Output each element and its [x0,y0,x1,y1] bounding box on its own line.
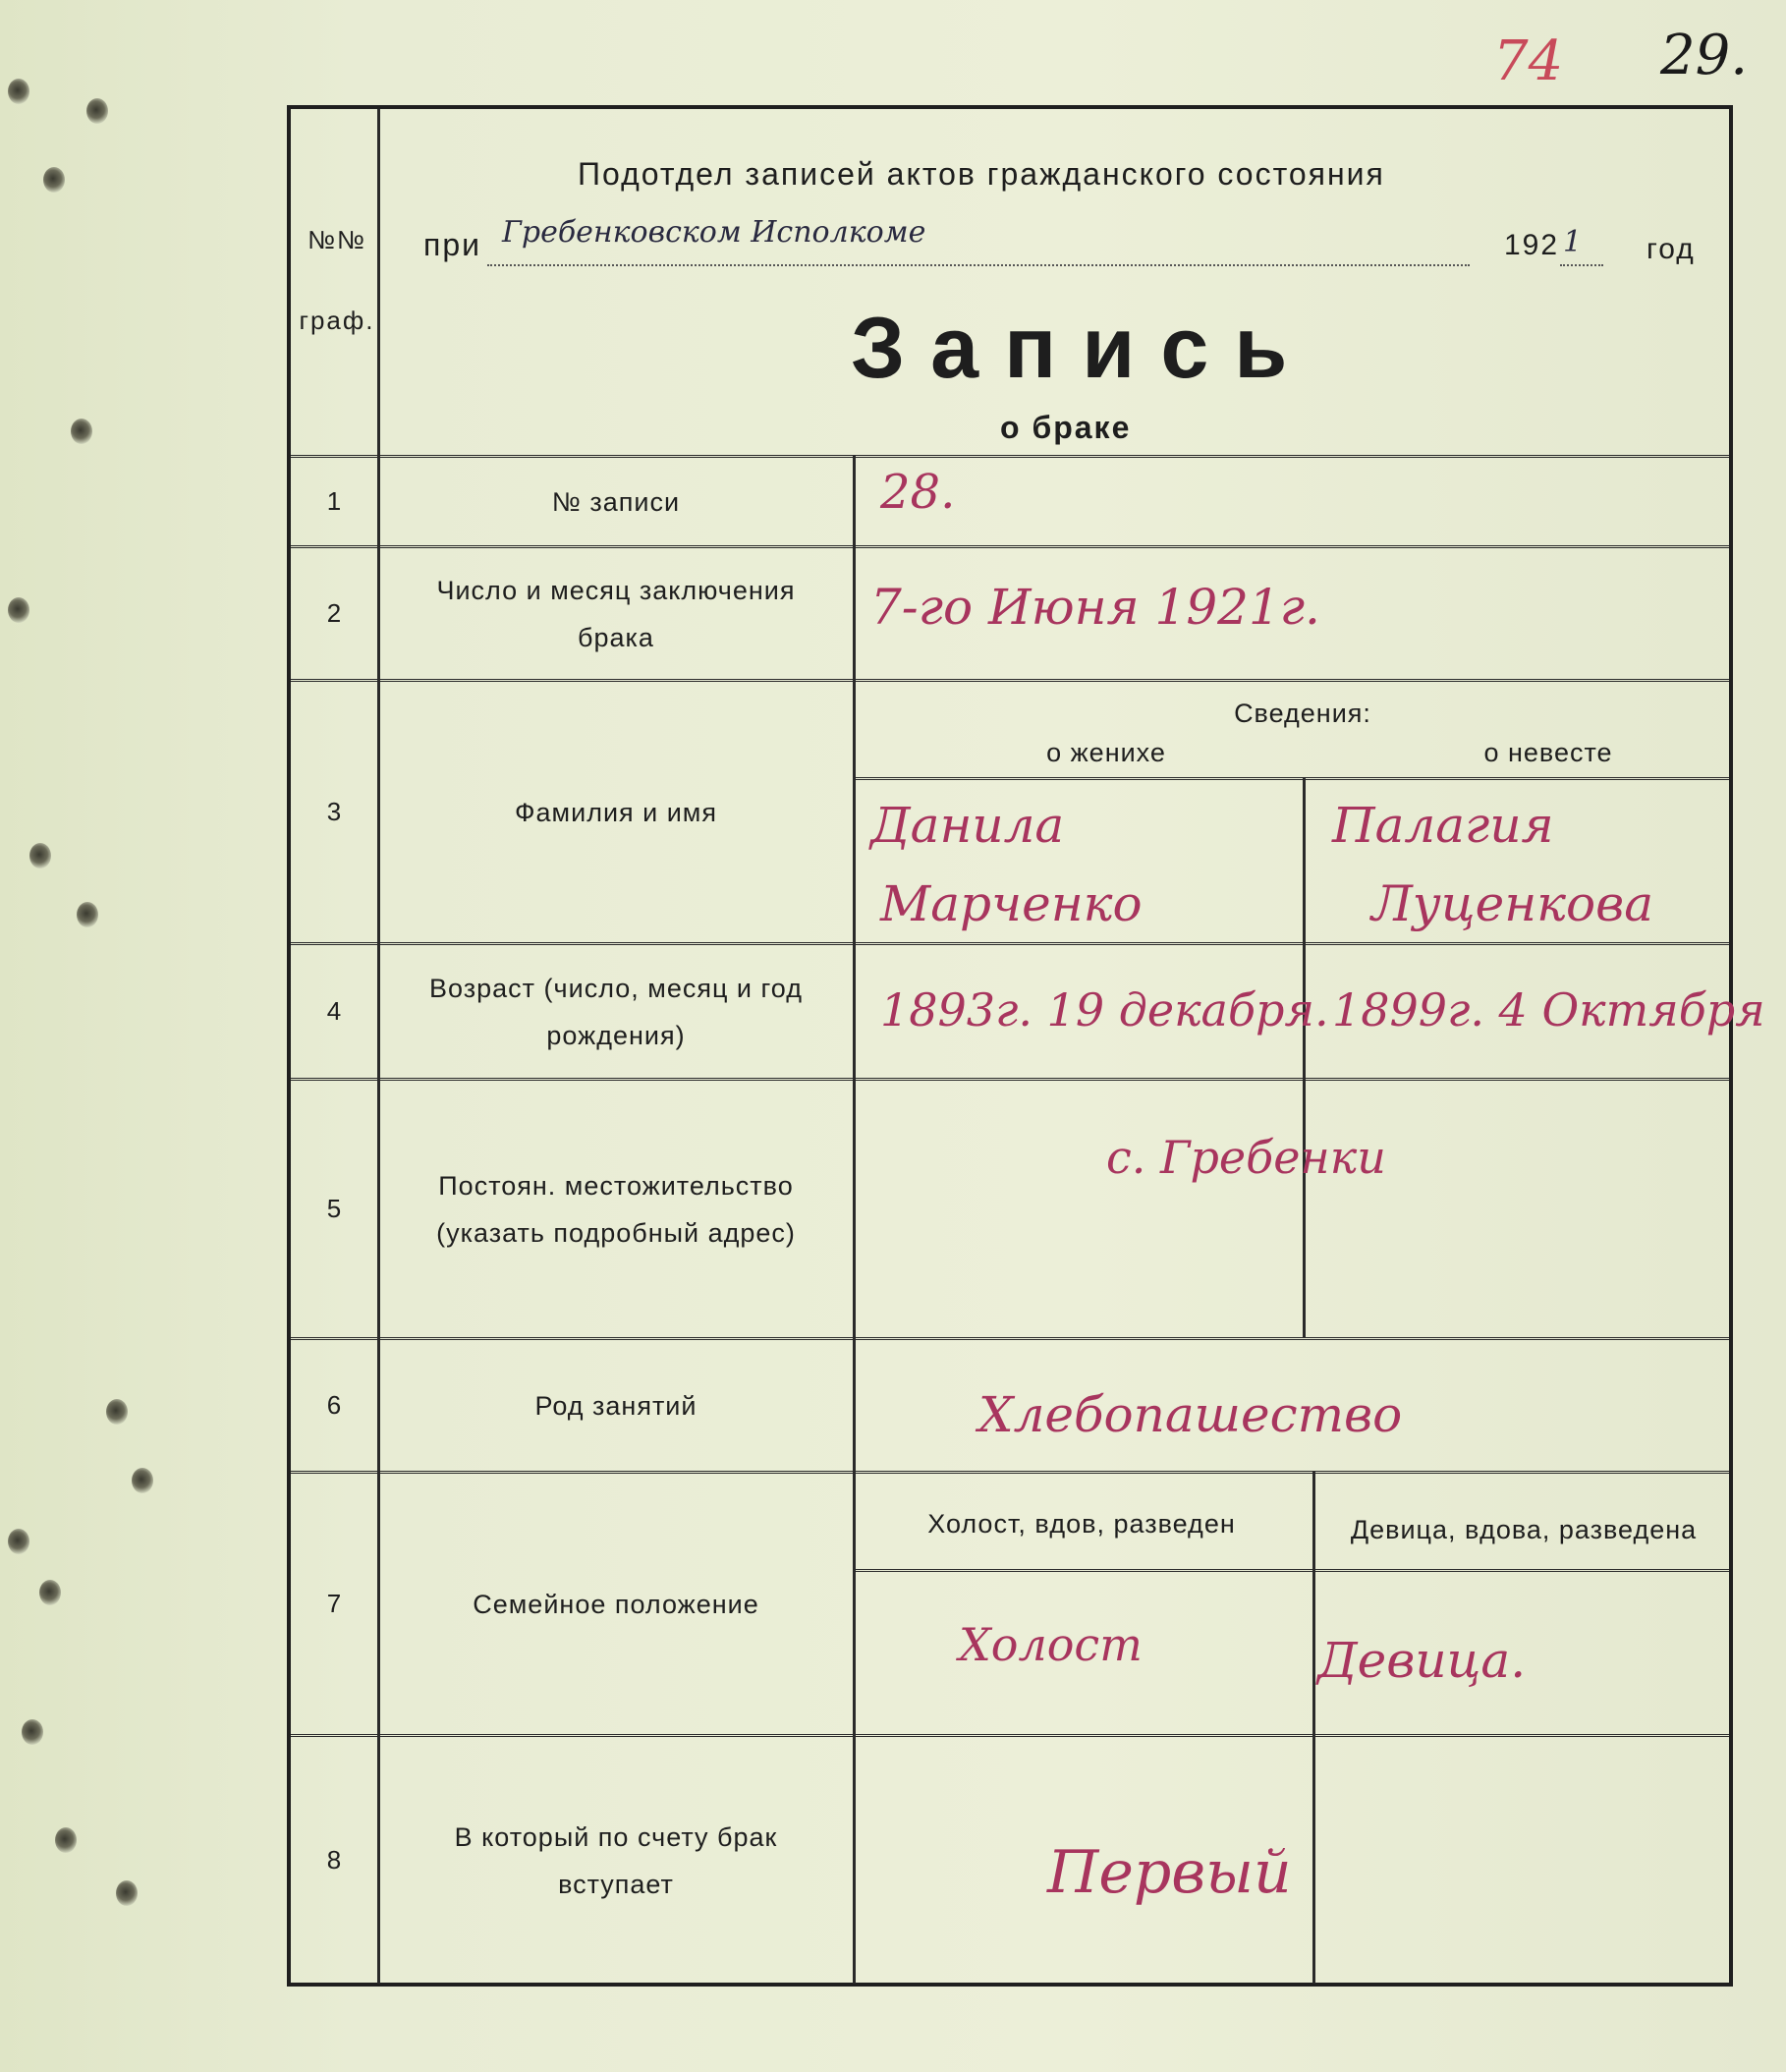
record-subtitle: о браке [1000,410,1132,445]
column-numbers-label: №№ [307,225,366,254]
residence-value: с. Гребенки [1106,1131,1386,1184]
bride-status-value: Девица. [1317,1632,1527,1689]
office-heading: Подотдел записей актов гражданского состояния [578,156,1385,192]
row-number: 2 [326,598,342,628]
marital-status-label: Семейное положение [473,1589,759,1619]
binding-hole [55,1827,77,1853]
bride-column-label: о невесте [1483,738,1613,767]
record-title: Запись [851,299,1313,396]
row-number: 8 [326,1845,342,1875]
marriage-count-label: В который по счету брак вступает [454,1821,778,1899]
label-column-divider [853,455,856,1984]
bride-last-name: Луценкова [1371,875,1654,932]
binding-hole [22,1719,43,1745]
binding-hole [8,79,29,104]
bride-first-name: Палагия [1332,797,1554,854]
binding-hole [132,1468,153,1493]
occupation-label: Род занятий [534,1390,698,1421]
issuing-office-handwritten: Гребенковском Исполкоме [502,215,926,250]
record-number-value: 28. [880,465,956,520]
groom-bride-divider [1303,777,1306,1337]
year-label: 192 [1504,229,1560,261]
binding-hole [29,843,51,868]
status-subheader-line [853,1569,1729,1572]
groom-status-value: Холост [959,1618,1143,1671]
binding-hole [39,1580,61,1605]
row-number: 1 [326,486,342,516]
row-number: 4 [326,996,342,1026]
folio-number: 29. [1660,24,1749,87]
year-dotted-line [1560,264,1603,266]
marriage-record-form [287,105,1765,1987]
groom-birth-date: 1893г. 19 декабря. [880,983,1329,1036]
occupation-value: Хлебопашество [978,1386,1403,1443]
info-label: Сведения: [1234,699,1371,728]
row-number: 3 [326,797,342,826]
row-number: 6 [326,1390,342,1420]
archive-number-red: 74 [1493,29,1564,93]
age-label: Возраст (число, месяц и год рождения) [429,973,803,1050]
binding-hole [116,1880,138,1906]
binding-hole [77,902,98,927]
binding-hole [8,1529,29,1554]
bride-birth-date: 1899г. 4 Октября [1332,983,1765,1036]
bride-status-options: Девица, вдова, разведена [1350,1515,1698,1544]
residence-label: Постоян. местожительство (указать подробный адрес) [436,1170,796,1248]
record-number-label: № записи [551,486,681,517]
year-handwritten: 1 [1563,225,1583,259]
binding-hole [86,98,108,124]
full-name-label: Фамилия и имя [515,797,717,827]
row-number: 5 [326,1194,342,1223]
groom-first-name: Данила [870,797,1065,854]
marriage-count-value: Первый [1047,1838,1292,1907]
marriage-date-label: Число и месяц заключения брака [436,575,796,652]
groom-last-name: Марченко [880,875,1143,932]
column-numbers-label-2: граф. [299,306,375,335]
groom-status-options: Холост, вдов, разведен [927,1509,1236,1539]
year-suffix: год [1646,233,1696,265]
binding-hole [71,419,92,444]
row-number: 7 [326,1589,342,1618]
at-label: при [423,227,481,262]
marriage-date-value: 7-го Июня 1921г. [870,579,1320,636]
binding-hole [8,597,29,623]
info-subheader-line [853,777,1729,780]
binding-hole [106,1399,128,1425]
binding-hole [43,167,65,193]
groom-column-label: о женихе [1046,738,1166,767]
at-dotted-line [487,264,1470,266]
